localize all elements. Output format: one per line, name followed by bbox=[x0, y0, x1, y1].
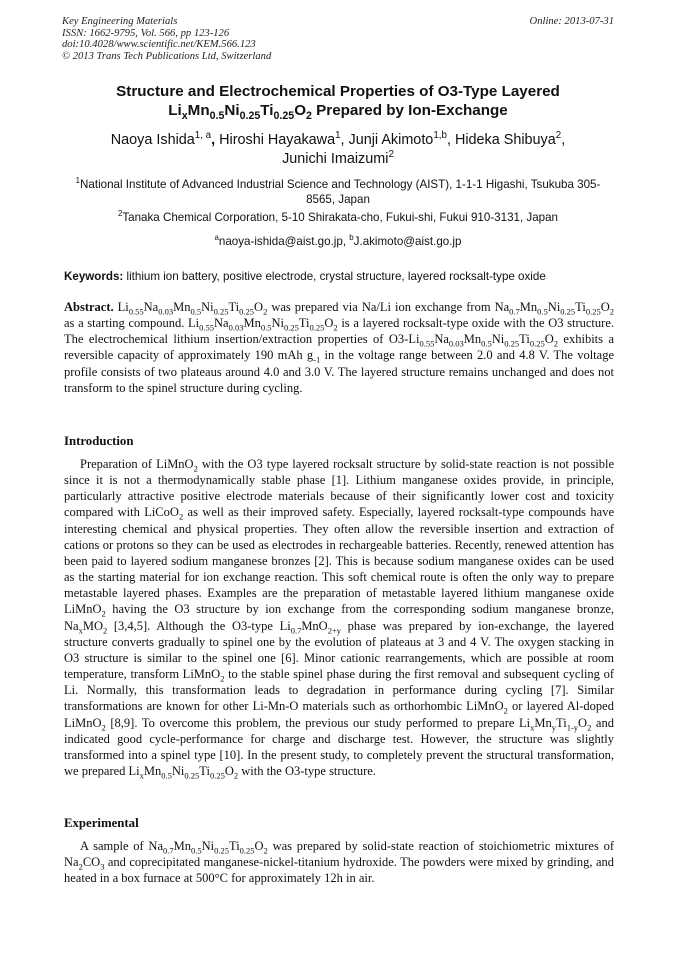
experimental-paragraph: A sample of $Na_{0.7}Mn_{0.5}Ni_{0.25}Ti_{0.25}O_2$ was prepared by solid-state reaction of stoichiometric mixtures of $Na_2CO_3$ and coprecipitated manganese-nickel-titanium hydroxide. The powders were mixed by grinding, and heated in a box furnace at 500°C for approximately 12h in air. bbox=[64, 839, 614, 886]
author-1: Naoya Ishida bbox=[110, 132, 195, 148]
journal-doi: doi:10.4028/www.scientific.net/KEM.566.123 bbox=[62, 39, 256, 51]
introduction-paragraph: Preparation of LiMnO$_2$ with the O3 type layered rocksalt structure by solid-state reaction is not possible since it is not a thermodynamically stable phase [1]. Lithium manganese oxides provide, in principle, particularly attractive positive electrode materials because of their significantly lower cost and toxicity compared with LiCoO$_2$ as well as their improved safety. Especially, layered rocksalt-type compounds have interesting chemical and physical properties. They often allow the reversible insertion and extraction of cations or protons so they can be used as electrodes in rechargeable batteries. Recently, renewed attention has been paid to layered sodium manganese bronzes [2]. This is because sodium manganese oxides can be used as the starting material for ion exchange reaction. This soft chemical route is often the only way to prepare metastable layered phases. Examples are the preparation of metastable layered lithium manganese oxide LiMnO$_2$ having the O3 structure by ion exchange from the corresponding sodium manganese bronze, $Na_xMO_2$ [3,4,5]. Although the O3-type $Li_{0.7}MnO_{2+y}$ phase was prepared by ion-exchange, the layered structure converts gradually to spinel one by the evolution of plateaus at 3 and 4 V. The oxygen stacking in O3 structure is similar to the spinel one [6]. Minor cationic rearrangements, which are possible at room temperature, transform LiMnO$_2$ to the stable spinel phase during the first removal and subsequent cycling of Li. Normally, this transformation leads to degradation in performance during cycling [7]. Similar transformations are known for other Li-Mn-O materials such as orthorhombic LiMnO$_2$ or layered Al-doped LiMnO$_2$ [8,9]. To overcome this problem, the previous our study performed to prepare $Li_xMn_yTi_{1-y}O_2$ and indicated good cycle-performance for charge and discharge test. However, the structure was slightly transformed into a spinel type [10]. In the present study, to completely prevent the structural transformation, we prepared $Li_xMn_{0.5}Ni_{0.25}Ti_{0.25}O_2$ with the O3-type structure. bbox=[64, 457, 615, 781]
paper-title bbox=[62, 82, 614, 123]
journal-issn: ISSN: 1662-9795, Vol. 566, pp 123-126 bbox=[62, 27, 230, 39]
author-list: Naoya Ishida$^{1, a}$, Hiroshi Hayakawa$^1$, Junji Akimoto$^{1,b}$, Hideka Shibuya$^2$, Junichi Imaizumi$^2$ bbox=[110, 130, 566, 167]
affiliation-2: $^2$Tanaka Chemical Corporation, 5-10 Shirakata-cho, Fukui-shi, Fukui 910-3131, Japan bbox=[117, 209, 559, 224]
abstract-label: Abstract. bbox=[64, 300, 114, 314]
author-emails: $^a$naoya-ishida@aist.go.jp, $^b$J.akimoto@aist.go.jp bbox=[214, 233, 462, 248]
title-line-1: Structure and Electrochemical Properties of O3-Type Layered bbox=[116, 83, 560, 100]
email-a: naoya-ishida@aist.go.jp bbox=[218, 235, 343, 248]
experimental-heading: Experimental bbox=[64, 816, 139, 830]
author-4: Hideka Shibuya bbox=[454, 132, 556, 148]
abstract: Abstract. $Li_{0.55}Na_{0.03}Mn_{0.5}Ni_{0.25}Ti_{0.25}O_2$ was prepared via Na/Li ion exchange from $Na_{0.7}Mn_{0.5}Ni_{0.25}Ti_{0.25}O_2$ as a starting compound. $Li_{0.55}Na_{0.03}Mn_{0.5}Ni_{0.25}Ti_{0.25}O_2$ is a layered rocksalt-type oxide with the O3 structure. The electrochemical lithium insertion/extraction properties of $O3-Li_{0.55}Na_{0.03}Mn_{0.5}Ni_{0.25}Ti_{0.25}O_2$ exhibits a reversible capacity of approximately 190 mAh $g_{-1}$ in the voltage range between 2.0 and 4.8 V. The voltage profile consists of two plateaus around 4.0 and 3.0 V. The layered structure remains unchanged and does not transform to the spinel structure during cycling. bbox=[64, 300, 614, 395]
journal-header bbox=[62, 16, 614, 62]
email-b: J.akimoto@aist.go.jp bbox=[353, 235, 462, 248]
journal-name: Key Engineering Materials bbox=[62, 16, 178, 27]
author-2: Hiroshi Hayakawa bbox=[219, 132, 336, 148]
affiliation-1: $^1$National Institute of Advanced Industrial Science and Technology (AIST), 1-1-1 Higashi, Tsukuba 305-8565, Japan bbox=[75, 176, 601, 206]
keywords bbox=[64, 269, 614, 284]
author-5: Junichi Imaizumi bbox=[282, 151, 389, 167]
keywords-text: lithium ion battery, positive electrode, crystal structure, layered rocksalt-type oxide bbox=[123, 270, 546, 283]
author-3: Junji Akimoto bbox=[348, 132, 434, 148]
keywords-label: Keywords: bbox=[64, 270, 124, 283]
introduction-heading: Introduction bbox=[64, 434, 134, 448]
online-date: Online: 2013-07-31 bbox=[529, 16, 614, 27]
title-line-2: $Li_xMn_{0.5}Ni_{0.25}Ti_{0.25}O_2$ Prepared by Ion-Exchange bbox=[168, 102, 508, 123]
journal-copyright: © 2013 Trans Tech Publications Ltd, Switzerland bbox=[62, 50, 272, 62]
